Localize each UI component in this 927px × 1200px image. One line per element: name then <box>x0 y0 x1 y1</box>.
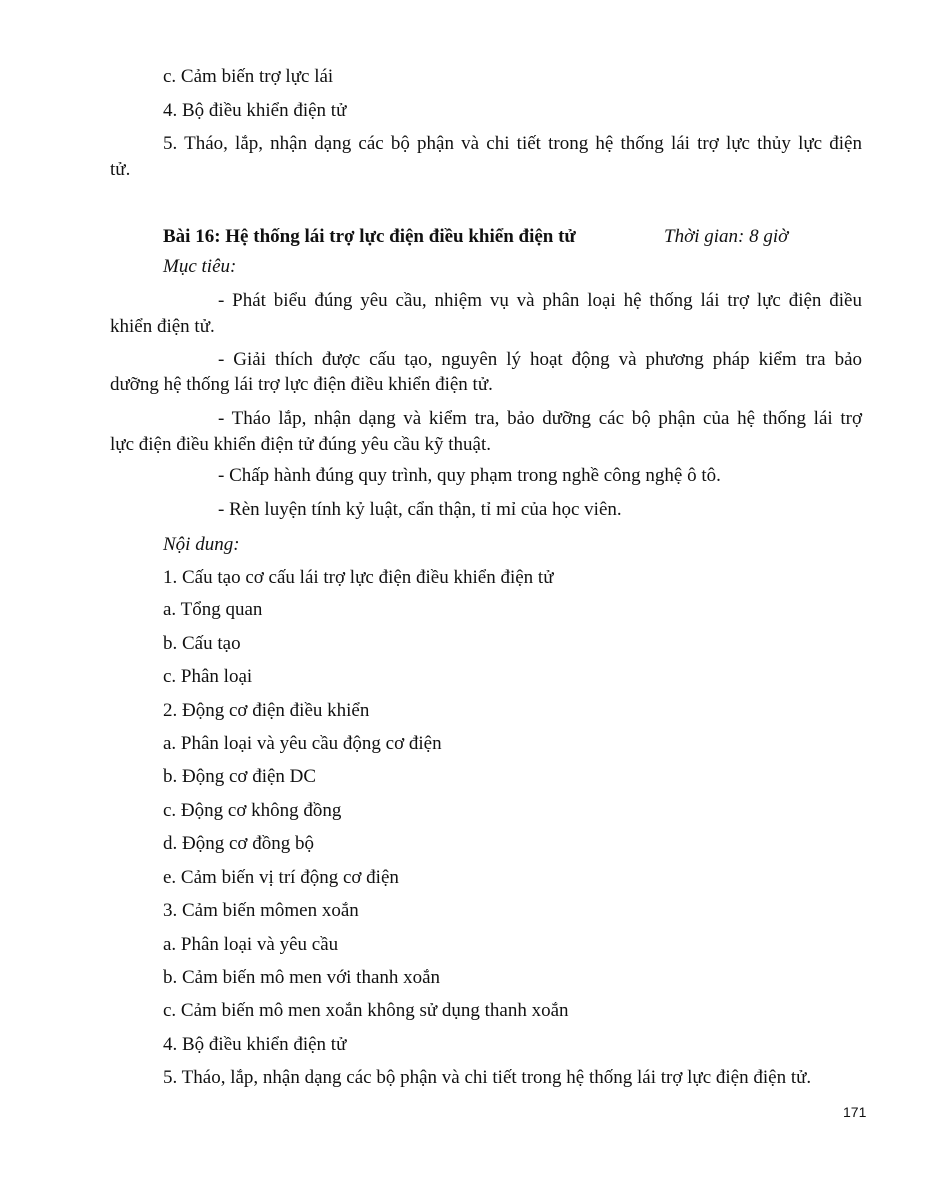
content-item: b. Cảm biến mô men với thanh xoắn <box>163 967 441 988</box>
content-item: c. Phân loại <box>163 666 253 687</box>
page-number: 171 <box>843 1104 867 1120</box>
objective-continuation: lực điện điều khiển điện tử đúng yêu cầu kỹ thuật. <box>110 434 491 455</box>
content-item: e. Cảm biến vị trí động cơ điện <box>163 867 399 888</box>
objective-continuation: khiển điện tử. <box>110 316 215 337</box>
content-item: a. Phân loại và yêu cầu động cơ điện <box>163 733 442 754</box>
content-item: 1. Cấu tạo cơ cấu lái trợ lực điện điều khiển điện tử <box>163 567 554 588</box>
objectives-label: Mục tiêu: <box>163 256 237 277</box>
list-item: 4. Bộ điều khiển điện tử <box>163 100 347 121</box>
content-item: b. Cấu tạo <box>163 633 241 654</box>
list-item: c. Cảm biến trợ lực lái <box>163 66 334 87</box>
content-item: 5. Tháo, lắp, nhận dạng các bộ phận và chi tiết trong hệ thống lái trợ lực điện điện tử. <box>163 1067 812 1088</box>
objective-item: - Giải thích được cấu tạo, nguyên lý hoạt động và phương pháp kiểm tra bảo <box>218 349 862 370</box>
objective-item: - Phát biểu đúng yêu cầu, nhiệm vụ và phân loại hệ thống lái trợ lực điện điều <box>218 290 862 311</box>
objective-item: - Tháo lắp, nhận dạng và kiểm tra, bảo dưỡng các bộ phận của hệ thống lái trợ <box>218 408 862 429</box>
objective-item: - Chấp hành đúng quy trình, quy phạm trong nghề công nghệ ô tô. <box>218 465 721 486</box>
content-item: d. Động cơ đồng bộ <box>163 833 314 854</box>
lesson-title: Bài 16: Hệ thống lái trợ lực điện điều khiển điện tử <box>163 226 576 247</box>
content-item: c. Động cơ không đồng <box>163 800 342 821</box>
content-item: 2. Động cơ điện điều khiển <box>163 700 370 721</box>
content-item: b. Động cơ điện DC <box>163 766 317 787</box>
content-item: 4. Bộ điều khiển điện tử <box>163 1034 347 1055</box>
lesson-duration: Thời gian: 8 giờ <box>664 226 789 247</box>
content-item: 3. Cảm biến mômen xoắn <box>163 900 359 921</box>
objective-continuation: dưỡng hệ thống lái trợ lực điện điều khiển điện tử. <box>110 374 493 395</box>
content-item: a. Phân loại và yêu cầu <box>163 934 339 955</box>
objective-item: - Rèn luyện tính kỷ luật, cẩn thận, tỉ mỉ của học viên. <box>218 499 622 520</box>
list-item-continuation: tử. <box>110 159 131 180</box>
list-item: 5. Tháo, lắp, nhận dạng các bộ phận và chi tiết trong hệ thống lái trợ lực thủy lực điện <box>163 133 862 154</box>
content-item: c. Cảm biến mô men xoắn không sử dụng thanh xoắn <box>163 1000 569 1021</box>
content-item: a. Tổng quan <box>163 599 263 620</box>
content-label: Nội dung: <box>163 534 240 555</box>
